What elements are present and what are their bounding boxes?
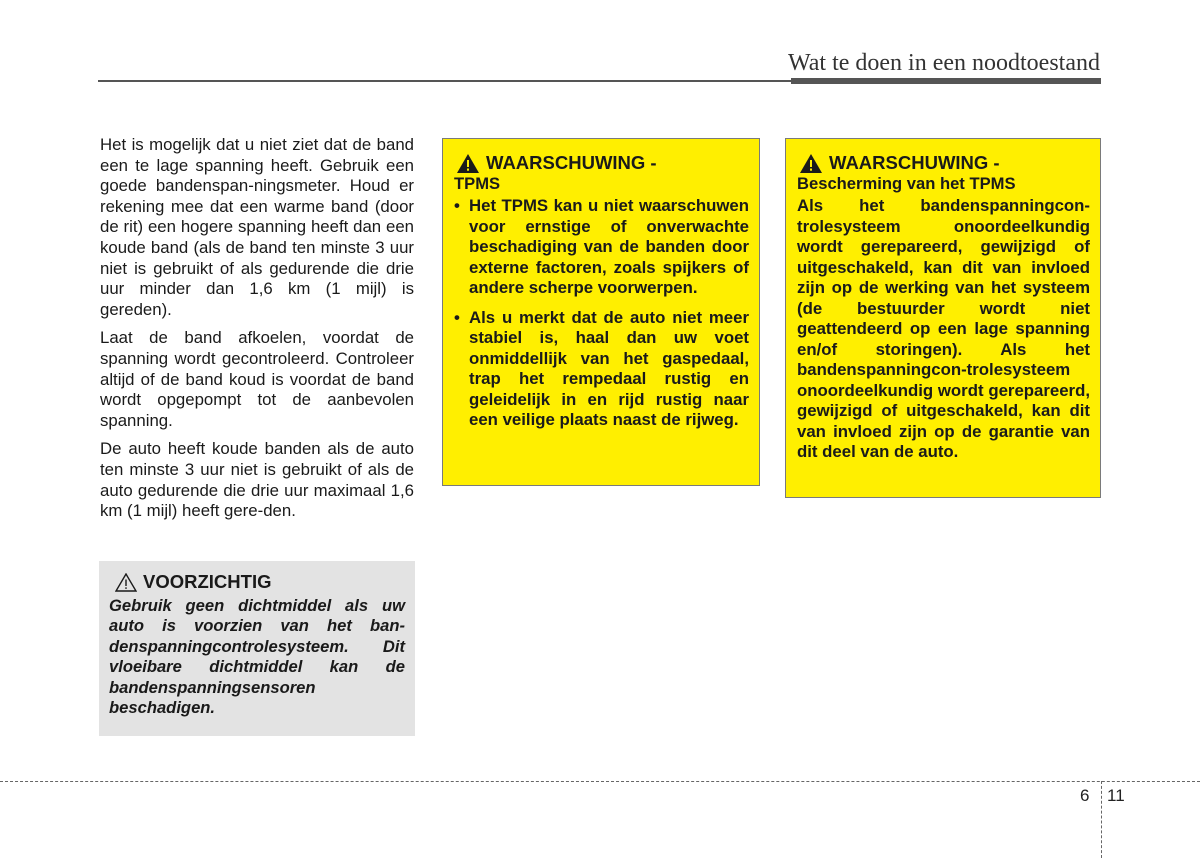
page-number: 11 xyxy=(1107,786,1125,805)
bullet-dot: • xyxy=(454,196,460,215)
warning-heading-label: WAARSCHUWING - xyxy=(829,152,1000,173)
body-column xyxy=(100,135,414,530)
warning-heading xyxy=(799,152,1090,174)
list-item xyxy=(454,308,749,431)
paragraph: De auto heeft koude banden als de auto ten minste 3 uur niet is gebruikt of als de auto gedurende die drie uur maximaal 1,6 km (1 mijl) heeft gere-den. xyxy=(100,439,414,521)
caution-heading xyxy=(115,571,405,593)
bullet-dot: • xyxy=(454,307,460,327)
warning-text: Als het bandenspanningcon-trolesysteem onoordeelkundig wordt gerepareerd, gewijzigd of uitgeschakeld, kan dit van invloed zijn op de werking van het systeem (de bestuurder wordt niet geattendeerd op een lage spanning en/of storingen). Als het bandenspanningcon-trolesysteem onoordeelkundig wordt gerepareerd, gewijzigd of uitgeschakeld, kan dit van invloed zijn op de garantie van dit deel van de auto. xyxy=(797,196,1090,461)
caution-text: Gebruik geen dichtmiddel als uw auto is voorzien van het ban-denspanningcontrolesysteem. Dit vloeibare dichtmiddel kan de bandenspanningsensoren beschadigen. xyxy=(109,596,405,718)
chapter-number: 6 xyxy=(1080,786,1090,805)
warning-bullet-list xyxy=(454,196,749,431)
caution-triangle-icon xyxy=(115,573,137,592)
warning-heading-label: WAARSCHUWING - xyxy=(486,152,657,173)
caution-box xyxy=(99,561,415,736)
footer-vertical-divider xyxy=(1101,781,1102,858)
warning-subheading: TPMS xyxy=(454,174,501,193)
paragraph: Laat de band afkoelen, voordat de spanning wordt gecontroleerd. Controleer altijd of de band koud is voordat de band wordt opgepompt tot de aanbevolen spanning. xyxy=(100,328,414,430)
header-rule-accent xyxy=(791,78,1101,84)
list-item-text: Het TPMS kan u niet waarschuwen voor ernstige of onverwachte beschadiging van de banden door externe factoren, zoals spijkers of andere scherpe voorwerpen. xyxy=(469,196,749,297)
list-item-text: Als u merkt dat de auto niet meer stabiel is, haal dan uw voet onmiddellijk van het gaspedaal, trap het rempedaal rustig en geleidelijk in en rijd rustig naar een veilige plaats naast de rijweg. xyxy=(469,307,749,429)
warning-box-tpms-protection xyxy=(785,138,1101,498)
footer-divider xyxy=(0,781,1200,782)
warning-triangle-icon xyxy=(799,153,823,174)
warning-subheading: Bescherming van het TPMS xyxy=(797,174,1016,193)
caution-heading-label: VOORZICHTIG xyxy=(143,571,272,592)
warning-box-tpms xyxy=(442,138,760,486)
list-item xyxy=(454,196,749,299)
paragraph: Het is mogelijk dat u niet ziet dat de band een te lage spanning heeft. Gebruik een goede bandenspan-ningsmeter. Houd er rekening mee dat een warme band (door de rit) een hogere spanning heeft dan een koude band (als de band ten minste 3 uur niet is gebruikt of als gedurende die drie uur minder dan 1,6 km (1 mijl) is gereden). xyxy=(100,135,414,319)
warning-heading xyxy=(456,152,749,174)
page-header-title: Wat te doen in een noodtoestand xyxy=(788,50,1100,76)
warning-triangle-icon xyxy=(456,153,480,174)
